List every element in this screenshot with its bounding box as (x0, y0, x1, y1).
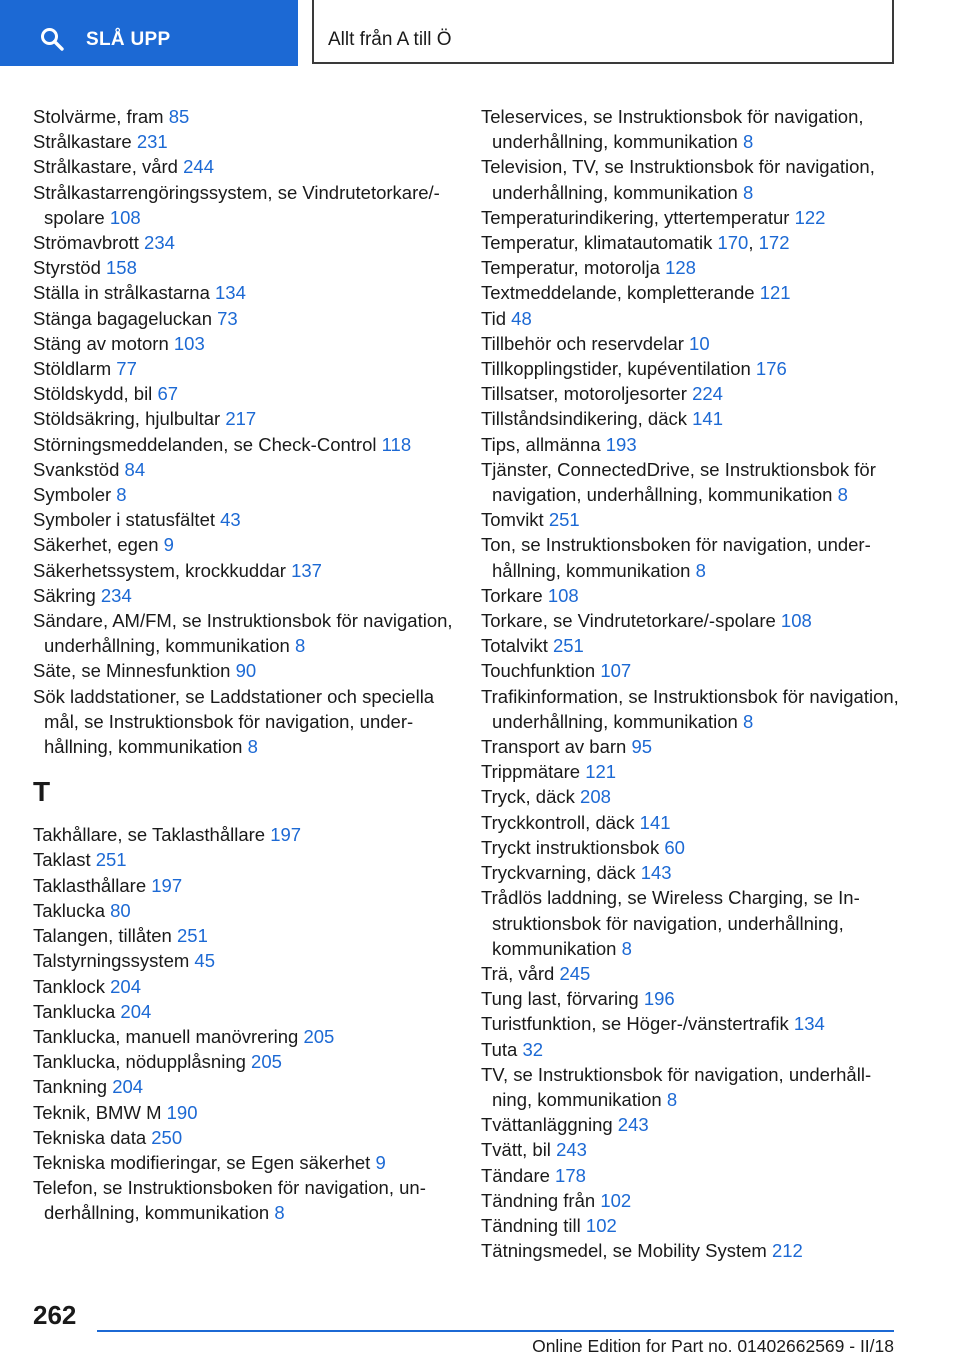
page-link[interactable]: 193 (605, 433, 637, 455)
index-entry-text: Tryckt instruktionsbok (481, 836, 660, 858)
index-entry (481, 104, 901, 154)
index-entry (33, 608, 463, 658)
page-link[interactable]: 118 (381, 433, 412, 455)
index-entry (481, 734, 901, 759)
page-link[interactable]: 45 (194, 950, 215, 972)
index-entry (33, 948, 463, 973)
index-entry-text: Stöldsäkring, hjulbultar (33, 408, 221, 430)
index-entry-text: Totalvikt (481, 635, 548, 657)
index-entry (481, 306, 901, 331)
index-entry-text: Symboler i statusfältet (33, 509, 215, 531)
page-link[interactable]: 170 (717, 232, 749, 254)
index-entry-text: Störningsmeddelanden, se Check-Control (33, 433, 377, 455)
page-link[interactable]: 134 (793, 1013, 825, 1035)
page-link[interactable]: 108 (780, 610, 812, 632)
page-link[interactable]: 205 (251, 1051, 282, 1073)
index-entry (33, 280, 463, 305)
page-link[interactable]: 250 (151, 1126, 183, 1148)
page-link[interactable]: 108 (109, 206, 141, 228)
page-link[interactable]: 8 (294, 635, 306, 657)
index-entry-text: Takhållare, se Taklasthållare (33, 824, 266, 846)
index-entry (33, 1024, 463, 1049)
index-entry (481, 280, 901, 305)
section-title: Allt från A till Ö (328, 29, 452, 50)
page-link[interactable]: 102 (585, 1214, 617, 1236)
page-link[interactable]: 8 (695, 559, 706, 581)
page-link[interactable]: 8 (666, 1088, 678, 1110)
index-entry: Temperatur, klimatautomatik 170, 172 (481, 232, 790, 254)
page-link[interactable]: 32 (522, 1038, 544, 1060)
page-link[interactable]: 60 (664, 836, 685, 858)
index-entry (481, 1112, 901, 1137)
index-entry (33, 1100, 463, 1125)
index-entry (33, 457, 463, 482)
page-link[interactable]: 9 (375, 1151, 386, 1173)
index-entry-text: Teknik, BMW M (33, 1101, 162, 1123)
index-entry (33, 1049, 463, 1074)
index-entry (33, 180, 463, 230)
top-bar (0, 0, 960, 66)
index-entry (481, 507, 901, 532)
page-link[interactable]: 190 (166, 1101, 198, 1123)
index-entry-text: Ställa in strålkastarna (33, 282, 210, 304)
index-entry (481, 1188, 901, 1213)
index-entry (481, 759, 901, 784)
page-link[interactable]: 234 (144, 232, 175, 254)
index-entry-text: Tung last, förvaring (481, 988, 639, 1010)
page-link[interactable]: 9 (163, 534, 174, 556)
index-entry (481, 835, 901, 860)
index-entry-text: Touchfunktion (481, 660, 596, 682)
index-entry-text: Temperatur, klimatautomatik (481, 232, 713, 254)
index-entry-text: Trä, vård (481, 962, 555, 984)
index-entry (33, 230, 463, 255)
index-entry-text: Trådlös laddning, se Wireless Charging, se Instruktionsbok för navigation, underhållning, kommunikation (481, 887, 860, 959)
page-link[interactable]: 73 (217, 307, 238, 329)
index-entry (33, 999, 463, 1024)
index-entry-text: Torkare (481, 584, 543, 606)
index-entry (33, 482, 463, 507)
index-entry (481, 457, 901, 507)
index-entry-text: Stäng av motorn (33, 332, 169, 354)
index-entry (33, 898, 463, 923)
page-link[interactable]: 141 (639, 811, 671, 833)
index-entry (33, 923, 463, 948)
index-entry-text: Tryckkontroll, däck (481, 811, 635, 833)
page-link[interactable]: 95 (631, 736, 653, 758)
index-entry-text: Tankning (33, 1076, 108, 1098)
index-entry (481, 331, 901, 356)
page-link[interactable]: 134 (215, 282, 246, 304)
search-button-label: SLÅ UPP (86, 29, 171, 50)
page-link[interactable]: 8 (621, 937, 632, 959)
index-entry-text: Taklasthållare (33, 874, 147, 896)
index-entry-text: Tekniska data (33, 1126, 147, 1148)
page-link[interactable]: 158 (106, 257, 137, 279)
index-entry-text: Tanklock (33, 975, 105, 997)
page-link[interactable]: 243 (556, 1139, 587, 1161)
index-entry (33, 255, 463, 280)
page-link[interactable]: 8 (742, 710, 754, 732)
index-entry (481, 608, 901, 633)
index-entry-text: Tillbehör och reservdelar (481, 332, 684, 354)
index-entry-text: Stöldskydd, bil (33, 383, 153, 405)
page-link[interactable]: 102 (600, 1189, 632, 1211)
index-entry (33, 306, 463, 331)
index-entry (481, 633, 901, 658)
page-link[interactable]: 197 (270, 824, 302, 846)
index-entry (33, 154, 463, 179)
index-entry (33, 507, 463, 532)
index-entry-text: Strålkastarrengöringssystem, se Vindrutetorkare/-spolare (33, 181, 440, 228)
page-link[interactable]: 80 (110, 899, 131, 921)
index-entry (33, 129, 463, 154)
page-link[interactable]: 137 (291, 559, 322, 581)
index-entry-text: Sändare, AM/FM, se Instruktionsbok för navigation, underhållning, kommunikation (33, 610, 453, 657)
index-entry (33, 822, 463, 847)
index-entry-text: Tjänster, ConnectedDrive, se Instruktionsbok för navigation, underhållning, kommunikation (481, 458, 876, 506)
page-link[interactable]: 245 (559, 962, 591, 984)
index-entry-text: Styrstöd (33, 257, 101, 279)
page-link[interactable]: 128 (665, 257, 696, 279)
page-link[interactable]: 8 (742, 131, 754, 153)
index-entry (33, 658, 463, 683)
search-button[interactable] (0, 0, 298, 66)
page-link[interactable]: 224 (692, 383, 723, 405)
index-entry (481, 1037, 901, 1062)
index-entry-text: Tillståndsindikering, däck (481, 408, 687, 430)
index-entry-text: Sök laddstationer, se Laddstationer och speciella mål, se Instruktionsbok för navigation, underhållning, kommunikation (33, 685, 435, 758)
index-entry-text: Temperatur, motorolja (481, 257, 660, 279)
page-link[interactable]: 8 (837, 484, 848, 506)
page-link[interactable]: 205 (303, 1025, 335, 1047)
index-entry (481, 1163, 901, 1188)
index-entry (33, 356, 463, 381)
page-link[interactable]: 84 (124, 458, 146, 480)
index-entry-text: Tanklucka, nödupplåsning (33, 1051, 246, 1073)
footer-divider (97, 1330, 894, 1332)
page-link[interactable]: 67 (157, 383, 179, 405)
page-link[interactable]: 204 (120, 1000, 152, 1022)
page-link[interactable]: 77 (116, 358, 137, 380)
page-link[interactable]: 122 (794, 206, 826, 228)
page-link[interactable]: 141 (692, 408, 724, 430)
index-entry (481, 154, 901, 204)
page-link[interactable]: 8 (742, 181, 754, 203)
page-link[interactable]: 90 (235, 660, 257, 682)
index-entry-text: Turistfunktion, se Höger-/vänstertrafik (481, 1013, 789, 1035)
footer-edition-text: Online Edition for Part no. 01402662569 - II/18 (532, 1336, 894, 1356)
index-entry-text: Tryck, däck (481, 786, 575, 808)
index-entry (33, 104, 463, 129)
page-link[interactable]: 108 (547, 584, 579, 606)
page-link[interactable]: 10 (689, 332, 710, 354)
index-entry-text: Tanklucka (33, 1000, 116, 1022)
page-link[interactable]: 204 (110, 975, 141, 997)
index-entry-text: Tekniska modifieringar, se Egen säkerhet (33, 1151, 371, 1173)
index-entry-text: Tomvikt (481, 509, 544, 531)
index-entry (33, 684, 463, 760)
search-icon (40, 27, 64, 51)
page-link[interactable]: 107 (600, 660, 632, 682)
index-entry-text: Tvättanläggning (481, 1114, 613, 1136)
index-entry (481, 684, 901, 734)
index-entry (33, 432, 463, 457)
section-title-box (312, 0, 894, 64)
index-entry-text: Stolvärme, fram (33, 106, 164, 127)
index-entry-text: Tändare (481, 1164, 550, 1186)
index-entry-text: Stöldlarm (33, 358, 112, 380)
index-entry-text: Tändning till (481, 1214, 581, 1236)
index-entry-text: Ton, se Instruktionsboken för navigation, underhållning, kommunikation (481, 534, 871, 581)
page-link[interactable]: 212 (771, 1240, 803, 1262)
page-link[interactable]: 121 (585, 761, 617, 783)
page-link[interactable]: 103 (173, 332, 205, 354)
index-entry-text: TV, se Instruktionsbok för navigation, underhållning, kommunikation (481, 1063, 872, 1110)
page-number: 262 (33, 1300, 77, 1330)
page-link[interactable]: 251 (552, 635, 584, 657)
page-link[interactable]: 196 (643, 988, 675, 1010)
index-entry-text: Svankstöd (33, 458, 120, 480)
index-entry (33, 847, 463, 872)
index-entry (481, 356, 901, 381)
index-entry-text: Tuta (481, 1038, 518, 1060)
index-entry-text: Tanklucka, manuell manövrering (33, 1025, 299, 1047)
page-link[interactable]: 197 (151, 874, 183, 896)
index-entry (33, 1175, 463, 1225)
index-entry (481, 658, 901, 683)
page-link[interactable]: 178 (555, 1164, 586, 1186)
index-entry-text: Torkare, se Vindrutetorkare/-spolare (481, 610, 776, 632)
page-link[interactable]: 234 (100, 584, 132, 606)
page-link[interactable]: 251 (177, 925, 208, 947)
index-entry-text: Temperaturindikering, yttertemperatur (481, 206, 790, 228)
index-entry (481, 1238, 901, 1263)
page-link[interactable]: 8 (274, 1202, 285, 1224)
index-entry (481, 532, 901, 582)
index-entry-text: Säkerhet, egen (33, 534, 159, 556)
index-entry (33, 558, 463, 583)
index-entry (481, 810, 901, 835)
index-entry (481, 381, 901, 406)
index-entry (481, 406, 901, 431)
index-entry (481, 860, 901, 885)
index-column-right (481, 104, 901, 1263)
page-link[interactable]: 48 (511, 307, 532, 329)
index-entry (481, 961, 901, 986)
page-link[interactable]: 251 (95, 849, 127, 871)
index-entry (481, 986, 901, 1011)
page-link[interactable]: 231 (136, 131, 168, 153)
index-entry-text: Tändning från (481, 1189, 596, 1211)
index-entry (33, 1150, 463, 1175)
index-entry (481, 885, 901, 961)
index-entry (33, 583, 463, 608)
index-entry (481, 432, 901, 457)
index-entry (33, 974, 463, 999)
index-entry-text: Trippmätare (481, 761, 581, 783)
index-letter-heading: T (33, 776, 51, 808)
index-entry-text: Strömavbrott (33, 232, 139, 254)
page-link[interactable]: 85 (168, 106, 190, 127)
index-entry (33, 873, 463, 898)
index-entry (481, 1011, 901, 1036)
page-link[interactable]: 176 (755, 358, 787, 380)
index-entry-text: Tillsatser, motoroljesorter (481, 383, 687, 405)
index-entry-text: Strålkastare, vård (33, 156, 178, 178)
index-entry (33, 331, 463, 356)
index-entry-text: Symboler (33, 484, 112, 506)
page-link[interactable]: 172 (758, 232, 790, 254)
page-link[interactable]: 217 (225, 408, 257, 430)
page-link[interactable]: 8 (247, 736, 258, 758)
page-link[interactable]: 121 (759, 282, 791, 304)
index-entry-text: Tid (481, 307, 507, 329)
index-entry-text: Transport av barn (481, 736, 627, 758)
index-entry (33, 406, 463, 431)
index-entry (33, 532, 463, 557)
index-entry-text: Textmeddelande, kompletterande (481, 282, 755, 304)
index-entry (481, 205, 901, 230)
page-link[interactable]: 244 (183, 156, 214, 178)
index-entry-text: Tvätt, bil (481, 1139, 551, 1161)
index-entry-text: Taklast (33, 849, 91, 871)
index-entry (481, 583, 901, 608)
index-entry (481, 255, 901, 280)
page-link[interactable]: 143 (640, 862, 672, 884)
index-entry-text: Television, TV, se Instruktionsbok för navigation, underhållning, kommunikation (481, 156, 875, 203)
index-entry-text: Säkerhetssystem, krockkuddar (33, 559, 286, 581)
index-entry-text: Taklucka (33, 899, 105, 921)
index-entry-text: Trafikinformation, se Instruktionsbok för navigation, underhållning, kommunikation (481, 685, 899, 732)
page-link[interactable]: 208 (580, 786, 611, 808)
index-entry-text: Säte, se Minnesfunktion (33, 660, 231, 682)
index-column-left (33, 104, 463, 1226)
index-entry-text: Teleservices, se Instruktionsbok för navigation, underhållning, kommunikation (481, 106, 864, 153)
index-entry (33, 381, 463, 406)
page-link[interactable]: 204 (112, 1076, 144, 1098)
index-entry (481, 1213, 901, 1238)
index-entry-text: Tillkopplingstider, kupéventilation (481, 358, 751, 380)
index-entry-text: Talangen, tillåten (33, 925, 172, 947)
index-entry (33, 1125, 463, 1150)
index-entry (481, 784, 901, 809)
index-entry-text: Stänga bagageluckan (33, 307, 212, 329)
index-entry-text: Telefon, se Instruktionsboken för navigation, underhållning, kommunikation (33, 1177, 426, 1224)
page-link[interactable]: 8 (116, 484, 127, 506)
index-entry-text: Säkring (33, 584, 96, 606)
index-entry-text: Strålkastare (33, 131, 132, 153)
page-link[interactable]: 243 (617, 1114, 649, 1136)
index-entry-text: Talstyrningssystem (33, 950, 190, 972)
index-entry (481, 1062, 901, 1112)
index-entry-text: Tips, allmänna (481, 433, 601, 455)
index-entry-text: Tätningsmedel, se Mobility System (481, 1240, 767, 1262)
page-link[interactable]: 251 (548, 509, 580, 531)
page-link[interactable]: 43 (220, 509, 241, 531)
index-entry-text: Tryckvarning, däck (481, 862, 636, 884)
index-entry (33, 1074, 463, 1099)
index-entry (481, 1137, 901, 1162)
